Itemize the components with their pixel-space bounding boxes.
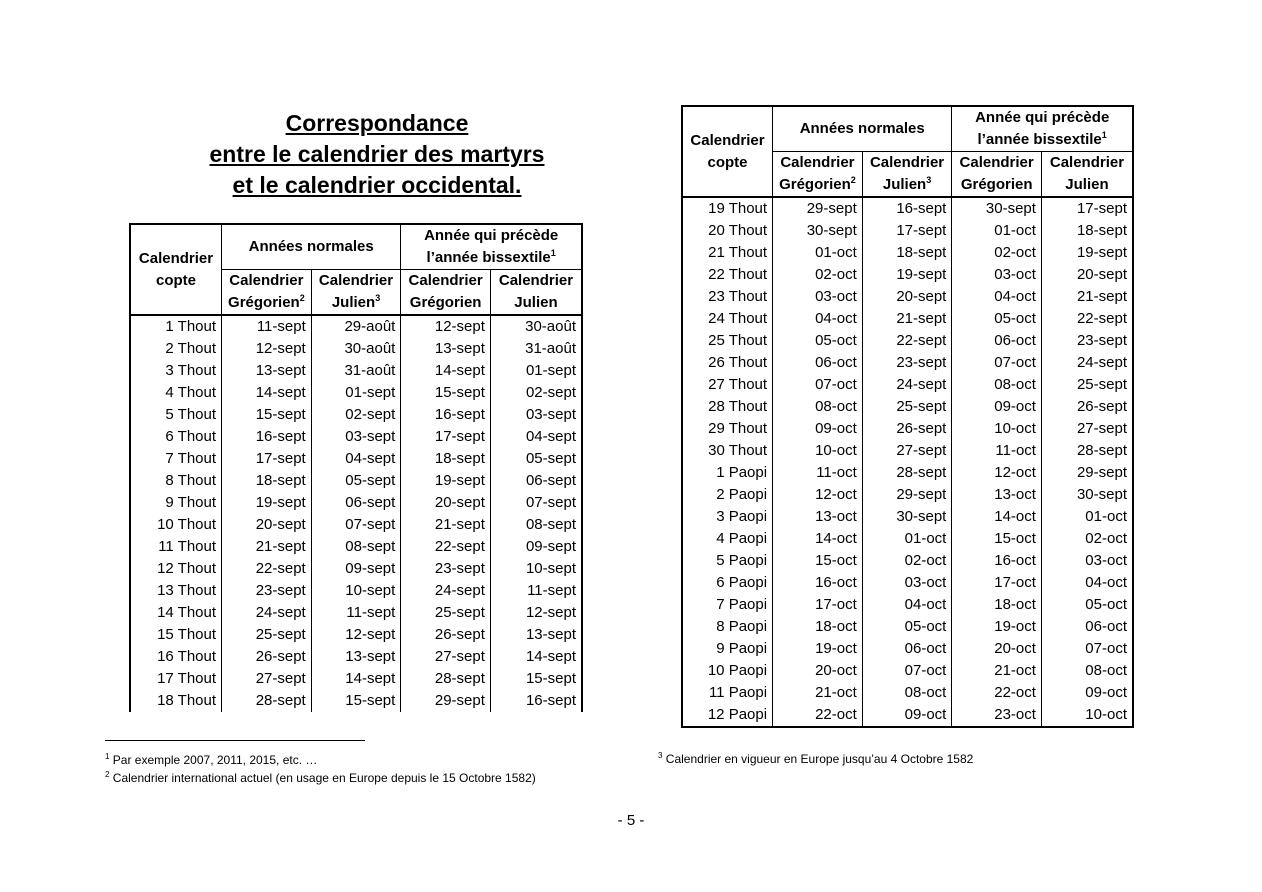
- table-cell: 18-oct: [773, 616, 863, 638]
- table-cell: 17-sept: [401, 426, 491, 448]
- table-cell: 22-oct: [952, 682, 1042, 704]
- header-gregorien-normal: Calendrier Grégorien$^2$: [773, 152, 863, 198]
- table-cell: 19 Thout: [682, 197, 773, 220]
- table-row: [130, 315, 582, 338]
- table-cell: 30-août: [311, 338, 401, 360]
- table-cell: 20-oct: [773, 660, 863, 682]
- table-cell: 05-sept: [525, 450, 576, 467]
- table-cell: 6 Paopi: [682, 572, 773, 594]
- table-row: [682, 616, 1133, 638]
- table-cell: 29-sept: [862, 484, 952, 506]
- table-cell: 01-oct: [862, 528, 952, 550]
- table-cell: 21-sept: [1076, 288, 1127, 305]
- table-row: [682, 704, 1133, 727]
- table-row: [130, 338, 582, 360]
- table-cell: 04-oct: [952, 286, 1042, 308]
- table-cell: 25-sept: [401, 602, 491, 624]
- table-row: [130, 580, 582, 602]
- table-cell: 25-sept: [1076, 376, 1127, 393]
- table-cell: 03-oct: [1085, 552, 1127, 569]
- table-row: [130, 492, 582, 514]
- table-row: [682, 550, 1133, 572]
- header-gregorien-normal: Calendrier Grégorien$^2$: [222, 270, 312, 316]
- table-cell: 13-sept: [525, 626, 576, 643]
- table-cell: 04-oct: [1085, 574, 1127, 591]
- table-row: [682, 528, 1133, 550]
- table-row: [130, 646, 582, 668]
- page-number: - 5 -: [617, 812, 645, 829]
- table-cell: 5 Paopi: [682, 550, 773, 572]
- table-cell: 02-sept: [311, 404, 401, 426]
- table-row: [130, 404, 582, 426]
- header-calendrier-copte: Calendrier copte: [682, 106, 773, 197]
- table-cell: 30-août: [525, 318, 576, 335]
- table-cell: 12-oct: [952, 462, 1042, 484]
- table-cell: 06-oct: [1085, 618, 1127, 635]
- table-cell: 23-sept: [222, 580, 312, 602]
- table-cell: 29 Thout: [682, 418, 773, 440]
- table-cell: 02-oct: [952, 242, 1042, 264]
- table-row: [682, 462, 1133, 484]
- table-cell: 8 Thout: [130, 470, 222, 492]
- title-line-2: entre le calendrier des martyrs: [209, 141, 545, 167]
- table-cell: 22-sept: [222, 558, 312, 580]
- table-cell: 29-sept: [1076, 464, 1127, 481]
- table-row: [682, 572, 1133, 594]
- table-cell: 25-sept: [862, 396, 952, 418]
- table-cell: 18-sept: [401, 448, 491, 470]
- table-cell: 10-sept: [311, 580, 401, 602]
- table-cell: 21-oct: [773, 682, 863, 704]
- table-cell: 19-sept: [1076, 244, 1127, 261]
- table-cell: 26-sept: [222, 646, 312, 668]
- calendar-table-right: [681, 105, 1134, 728]
- header-julien-bissextile: Calendrier Julien: [490, 270, 582, 316]
- table-row: [682, 286, 1133, 308]
- table-row: [130, 624, 582, 646]
- header-julien-normal: Calendrier Julien$^3$: [862, 152, 952, 198]
- table-row: [682, 242, 1133, 264]
- table-cell: 19-oct: [773, 638, 863, 660]
- table-cell: 03-sept: [311, 426, 401, 448]
- table-row: [130, 536, 582, 558]
- table-cell: 7 Thout: [130, 448, 222, 470]
- table-cell: 13-oct: [773, 506, 863, 528]
- table-cell: 18 Thout: [130, 690, 222, 712]
- table-cell: 10-oct: [773, 440, 863, 462]
- table-cell: 16-sept: [525, 692, 576, 709]
- table-cell: 15-sept: [311, 690, 401, 712]
- table-cell: 08-sept: [311, 536, 401, 558]
- table-cell: 2 Paopi: [682, 484, 773, 506]
- table-cell: 2 Thout: [130, 338, 222, 360]
- header-annees-normales: Années normales: [222, 224, 401, 270]
- table-cell: 02-oct: [862, 550, 952, 572]
- table-row: [682, 264, 1133, 286]
- header-julien-bissextile: Calendrier Julien: [1041, 152, 1133, 198]
- table-cell: 28-sept: [1076, 442, 1127, 459]
- table-cell: 28-sept: [222, 690, 312, 712]
- table-row: [682, 682, 1133, 704]
- table-row: [682, 308, 1133, 330]
- table-cell: 4 Thout: [130, 382, 222, 404]
- table-cell: 05-oct: [862, 616, 952, 638]
- table-cell: 01-oct: [952, 220, 1042, 242]
- table-cell: 05-sept: [311, 470, 401, 492]
- table-cell: 16-sept: [862, 197, 952, 220]
- table-cell: 10 Thout: [130, 514, 222, 536]
- table-cell: 28 Thout: [682, 396, 773, 418]
- title-line-3: et le calendrier occidental.: [232, 172, 522, 198]
- table-cell: 14-sept: [222, 382, 312, 404]
- table-cell: 11 Paopi: [682, 682, 773, 704]
- header-calendrier-copte: Calendrier copte: [130, 224, 222, 315]
- table-cell: 17-sept: [1076, 200, 1127, 217]
- table-cell: 23-sept: [1076, 332, 1127, 349]
- table-cell: 20-sept: [401, 492, 491, 514]
- table-cell: 30-sept: [1076, 486, 1127, 503]
- table-cell: 13-sept: [401, 338, 491, 360]
- table-cell: 05-oct: [952, 308, 1042, 330]
- table-cell: 09-sept: [311, 558, 401, 580]
- table-cell: 5 Thout: [130, 404, 222, 426]
- table-cell: 26-sept: [862, 418, 952, 440]
- table-cell: 21-oct: [952, 660, 1042, 682]
- table-cell: 15-oct: [773, 550, 863, 572]
- table-cell: 13-sept: [311, 646, 401, 668]
- table-row: [682, 197, 1133, 220]
- table-cell: 23 Thout: [682, 286, 773, 308]
- table-row: [130, 668, 582, 690]
- table-cell: 15 Thout: [130, 624, 222, 646]
- table-cell: 16-oct: [773, 572, 863, 594]
- table-cell: 11-sept: [311, 602, 401, 624]
- table-cell: 14-sept: [525, 648, 576, 665]
- table-cell: 04-oct: [773, 308, 863, 330]
- table-cell: 17-oct: [773, 594, 863, 616]
- table-cell: 12-sept: [311, 624, 401, 646]
- table-cell: 12-sept: [401, 315, 491, 338]
- table-cell: 27 Thout: [682, 374, 773, 396]
- table-cell: 10 Paopi: [682, 660, 773, 682]
- table-cell: 26-sept: [1076, 398, 1127, 415]
- table-cell: 16 Thout: [130, 646, 222, 668]
- table-cell: 19-sept: [862, 264, 952, 286]
- table-cell: 13 Thout: [130, 580, 222, 602]
- table-cell: 30-sept: [952, 197, 1042, 220]
- table-row: [130, 514, 582, 536]
- table-cell: 04-oct: [862, 594, 952, 616]
- table-cell: 10-oct: [1085, 706, 1127, 723]
- table-cell: 10-sept: [525, 560, 576, 577]
- table-cell: 8 Paopi: [682, 616, 773, 638]
- table-cell: 15-sept: [401, 382, 491, 404]
- table-cell: 06-oct: [952, 330, 1042, 352]
- table-cell: 11-sept: [527, 582, 576, 599]
- table-cell: 06-sept: [525, 472, 576, 489]
- table-cell: 31-août: [525, 340, 576, 357]
- table-row: [682, 374, 1133, 396]
- table-row: [130, 448, 582, 470]
- table-cell: 26-sept: [401, 624, 491, 646]
- table-cell: 21-sept: [222, 536, 312, 558]
- header-annees-normales: Années normales: [773, 106, 952, 152]
- table-cell: 14-oct: [773, 528, 863, 550]
- table-cell: 05-oct: [773, 330, 863, 352]
- table-cell: 07-sept: [311, 514, 401, 536]
- table-cell: 29-août: [311, 315, 401, 338]
- table-cell: 23-sept: [862, 352, 952, 374]
- table-cell: 10-oct: [952, 418, 1042, 440]
- table-cell: 01-oct: [773, 242, 863, 264]
- table-cell: 15-oct: [952, 528, 1042, 550]
- table-row: [130, 690, 582, 712]
- table-row: [682, 396, 1133, 418]
- table-cell: 11-oct: [773, 462, 863, 484]
- table-cell: 03-sept: [525, 406, 576, 423]
- header-annee-bissextile: Année qui précède l’année bissextile$^1$: [952, 106, 1133, 152]
- table-cell: 05-oct: [1085, 596, 1127, 613]
- table-cell: 19-oct: [952, 616, 1042, 638]
- table-cell: 20-sept: [1076, 266, 1127, 283]
- table-row: [682, 440, 1133, 462]
- table-cell: 20 Thout: [682, 220, 773, 242]
- table-row: [682, 638, 1133, 660]
- table-cell: 09-sept: [525, 538, 576, 555]
- table-cell: 12-sept: [222, 338, 312, 360]
- table-cell: 3 Thout: [130, 360, 222, 382]
- footnote-2: $^2$ Calendrier international actuel (en usage en Europe depuis le 15 Octobre 1582): [105, 770, 536, 785]
- table-cell: 27-sept: [1076, 420, 1127, 437]
- table-row: [682, 660, 1133, 682]
- table-cell: 22-oct: [773, 704, 863, 727]
- table-cell: 29-sept: [773, 197, 863, 220]
- table-cell: 09-oct: [952, 396, 1042, 418]
- table-cell: 1 Thout: [130, 315, 222, 338]
- table-cell: 23-sept: [401, 558, 491, 580]
- table-cell: 01-oct: [1085, 508, 1127, 525]
- table-row: [130, 602, 582, 624]
- table-cell: 18-sept: [222, 470, 312, 492]
- table-cell: 3 Paopi: [682, 506, 773, 528]
- table-cell: 16-sept: [222, 426, 312, 448]
- table-cell: 28-sept: [401, 668, 491, 690]
- table-cell: 21 Thout: [682, 242, 773, 264]
- table-cell: 1 Paopi: [682, 462, 773, 484]
- table-row: [682, 418, 1133, 440]
- table-cell: 12-oct: [773, 484, 863, 506]
- footnote-3: $^3$ Calendrier en vigueur en Europe jusqu’au 4 Octobre 1582: [658, 751, 974, 766]
- table-cell: 24 Thout: [682, 308, 773, 330]
- table-cell: 21-sept: [401, 514, 491, 536]
- table-cell: 11-oct: [952, 440, 1042, 462]
- table-cell: 27-sept: [222, 668, 312, 690]
- table-row: [130, 382, 582, 404]
- table-cell: 17-sept: [222, 448, 312, 470]
- table-cell: 22-sept: [1076, 310, 1127, 327]
- table-cell: 15-sept: [222, 404, 312, 426]
- table-cell: 14 Thout: [130, 602, 222, 624]
- table-cell: 14-sept: [311, 668, 401, 690]
- table-cell: 07-oct: [1085, 640, 1127, 657]
- table-cell: 15-sept: [525, 670, 576, 687]
- table-cell: 22 Thout: [682, 264, 773, 286]
- table-cell: 27-sept: [401, 646, 491, 668]
- table-cell: 26 Thout: [682, 352, 773, 374]
- table-cell: 08-oct: [952, 374, 1042, 396]
- table-cell: 03-oct: [952, 264, 1042, 286]
- table-cell: 06-sept: [311, 492, 401, 514]
- table-row: [130, 558, 582, 580]
- header-annee-bissextile: Année qui précède l’année bissextile$^1$: [401, 224, 582, 270]
- table-cell: 03-oct: [862, 572, 952, 594]
- table-cell: 07-oct: [952, 352, 1042, 374]
- table-cell: 20-oct: [952, 638, 1042, 660]
- table-row: [682, 594, 1133, 616]
- table-cell: 21-sept: [862, 308, 952, 330]
- table-cell: 14-sept: [401, 360, 491, 382]
- table-cell: 17-sept: [862, 220, 952, 242]
- table-cell: 07-oct: [862, 660, 952, 682]
- footnote-divider: [105, 740, 365, 741]
- table-cell: 22-sept: [862, 330, 952, 352]
- table-cell: 16-sept: [401, 404, 491, 426]
- table-left-body: [130, 315, 582, 712]
- table-cell: 30 Thout: [682, 440, 773, 462]
- table-cell: 04-sept: [525, 428, 576, 445]
- table-cell: 12 Thout: [130, 558, 222, 580]
- footnote-1: $^1$ Par exemple 2007, 2011, 2015, etc. …: [105, 752, 318, 767]
- table-cell: 04-sept: [311, 448, 401, 470]
- table-row: [130, 360, 582, 382]
- table-cell: 09-oct: [1085, 684, 1127, 701]
- table-cell: 22-sept: [401, 536, 491, 558]
- table-cell: 20-sept: [222, 514, 312, 536]
- table-cell: 6 Thout: [130, 426, 222, 448]
- table-cell: 12-sept: [525, 604, 576, 621]
- table-cell: 25 Thout: [682, 330, 773, 352]
- table-cell: 08-oct: [1085, 662, 1127, 679]
- table-cell: 02-sept: [525, 384, 576, 401]
- table-cell: 30-sept: [862, 506, 952, 528]
- header-gregorien-bissextile: Calendrier Grégorien: [952, 152, 1042, 198]
- table-cell: 09-oct: [773, 418, 863, 440]
- table-cell: 13-oct: [952, 484, 1042, 506]
- table-row: [682, 330, 1133, 352]
- table-cell: 03-oct: [773, 286, 863, 308]
- table-cell: 24-sept: [401, 580, 491, 602]
- table-cell: 07-sept: [525, 494, 576, 511]
- table-cell: 12 Paopi: [682, 704, 773, 727]
- header-julien-normal: Calendrier Julien$^3$: [311, 270, 401, 316]
- table-row: [682, 220, 1133, 242]
- table-row: [130, 470, 582, 492]
- table-cell: 16-oct: [952, 550, 1042, 572]
- table-cell: 08-sept: [525, 516, 576, 533]
- table-cell: 11 Thout: [130, 536, 222, 558]
- table-cell: 24-sept: [1076, 354, 1127, 371]
- table-cell: 31-août: [311, 360, 401, 382]
- table-cell: 06-oct: [862, 638, 952, 660]
- table-cell: 25-sept: [222, 624, 312, 646]
- table-right-body: [682, 197, 1133, 727]
- table-cell: 06-oct: [773, 352, 863, 374]
- table-cell: 01-sept: [525, 362, 576, 379]
- table-row: [682, 484, 1133, 506]
- table-cell: 02-oct: [1085, 530, 1127, 547]
- table-cell: 08-oct: [773, 396, 863, 418]
- table-cell: 14-oct: [952, 506, 1042, 528]
- table-cell: 20-sept: [862, 286, 952, 308]
- table-cell: 27-sept: [862, 440, 952, 462]
- table-cell: 7 Paopi: [682, 594, 773, 616]
- table-cell: 4 Paopi: [682, 528, 773, 550]
- title-line-1: Correspondance: [285, 110, 469, 136]
- header-gregorien-bissextile: Calendrier Grégorien: [401, 270, 491, 316]
- table-cell: 23-oct: [952, 704, 1042, 727]
- table-cell: 29-sept: [401, 690, 491, 712]
- calendar-table-left: [129, 223, 583, 712]
- table-row: [130, 426, 582, 448]
- table-cell: 09-oct: [862, 704, 952, 727]
- table-cell: 07-oct: [773, 374, 863, 396]
- table-cell: 13-sept: [222, 360, 312, 382]
- table-cell: 17 Thout: [130, 668, 222, 690]
- table-cell: 08-oct: [862, 682, 952, 704]
- page-title: [130, 108, 624, 201]
- table-cell: 28-sept: [862, 462, 952, 484]
- table-row: [682, 352, 1133, 374]
- table-cell: 17-oct: [952, 572, 1042, 594]
- table-cell: 01-sept: [311, 382, 401, 404]
- table-cell: 24-sept: [862, 374, 952, 396]
- table-cell: 24-sept: [222, 602, 312, 624]
- table-cell: 18-sept: [862, 242, 952, 264]
- table-cell: 18-oct: [952, 594, 1042, 616]
- table-row: [682, 506, 1133, 528]
- table-cell: 9 Paopi: [682, 638, 773, 660]
- table-cell: 30-sept: [773, 220, 863, 242]
- table-cell: 11-sept: [222, 315, 312, 338]
- table-cell: 18-sept: [1076, 222, 1127, 239]
- table-cell: 19-sept: [401, 470, 491, 492]
- table-cell: 19-sept: [222, 492, 312, 514]
- table-cell: 9 Thout: [130, 492, 222, 514]
- table-cell: 02-oct: [773, 264, 863, 286]
